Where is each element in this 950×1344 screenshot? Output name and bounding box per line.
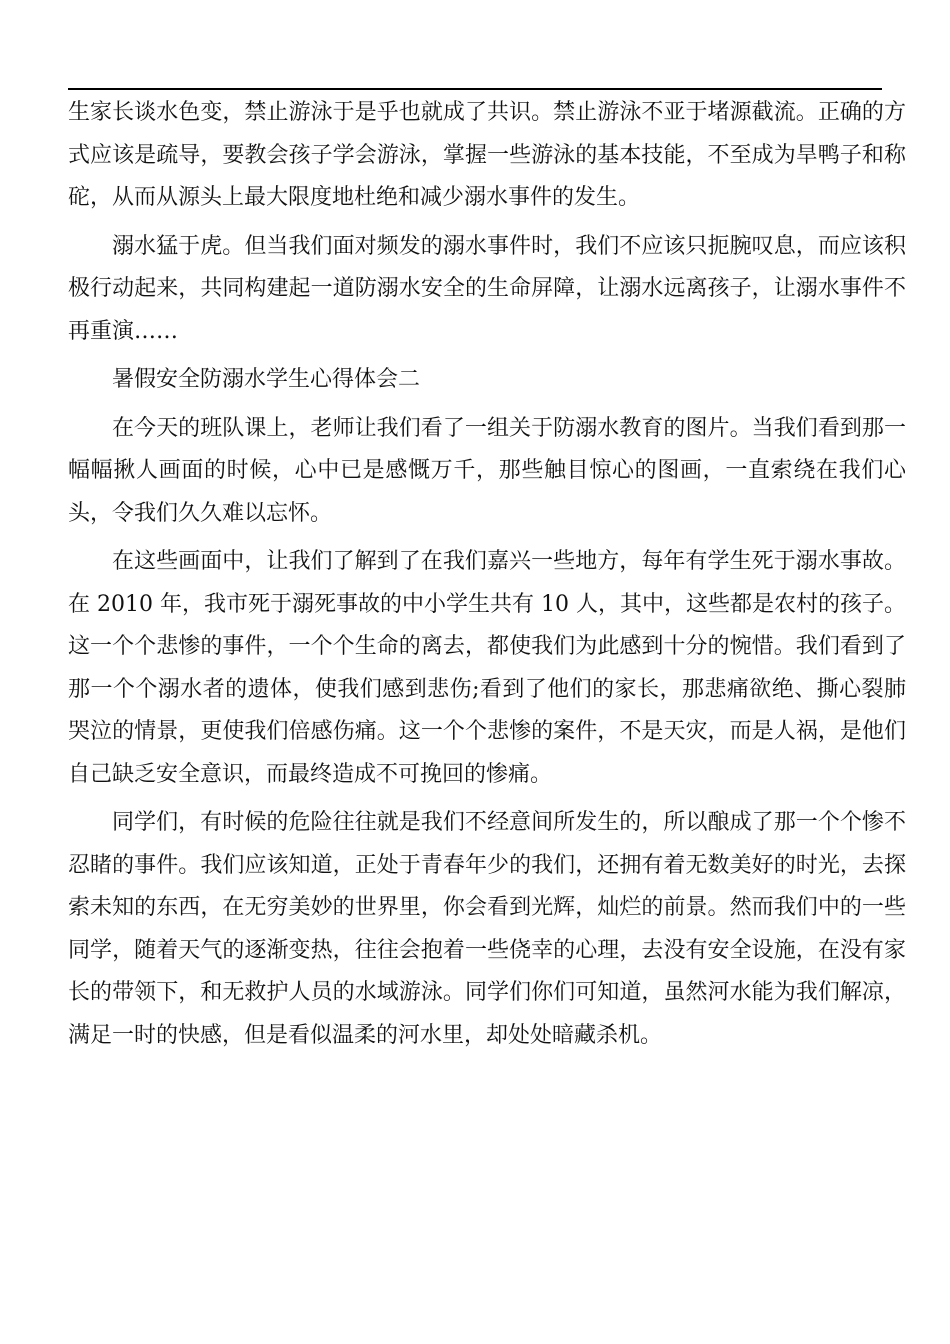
paragraph: 溺水猛于虎。但当我们面对频发的溺水事件时，我们不应该只扼腕叹息，而应该积极行动起来，共同构建起一道防溺水安全的生命屏障，让溺水远离孩子，让溺水事件不再重演…… <box>68 233 906 344</box>
section-title: 暑假安全防溺水学生心得体会二 <box>112 367 421 392</box>
paragraph-continuation: 生家长谈水色变，禁止游泳于是乎也就成了共识。禁止游泳不亚于堵源截流。正确的方式应该是疏导，要教会孩子学会游泳，掌握一些游泳的基本技能，不至成为旱鸭子和称砣，从而从源头上最大限度地杜绝和减少溺水事件的发生。 <box>68 100 906 210</box>
paragraph: 同学们，有时候的危险往往就是我们不经意间所发生的，所以酿成了那一个个惨不忍睹的事件。我们应该知道，正处于青春年少的我们，还拥有着无数美好的时光，去探索未知的东西，在无穷美妙的世界里，你会看到光辉，灿烂的前景。然而我们中的一些同学，随着天气的逐渐变热，往往会抱着一些侥幸的心理，去没有安全设施，在没有家长的带领下，和无救护人员的水域游泳。同学们你们可知道，虽然河水能为我们解凉，满足一时的快感，但是看似温柔的河水里，却处处暗藏杀机。 <box>68 810 906 1048</box>
header-rule <box>68 88 882 90</box>
paragraph: 在今天的班队课上，老师让我们看了一组关于防溺水教育的图片。当我们看到那一幅幅揪人画面的时候，心中已是感慨万千，那些触目惊心的图画，一直索绕在我们心头，令我们久久难以忘怀。 <box>68 415 906 526</box>
paragraph: 在这些画面中，让我们了解到了在我们嘉兴一些地方，每年有学生死于溺水事故。在 2010 年，我市死于溺死事故的中小学生共有 10 人，其中，这些都是农村的孩子。这一个个悲惨的事件，一个个生命的离去，都使我们为此感到十分的惋惜。我们看到了那一个个溺水者的遗体，使我们感到悲伤;看到了他们的家长，那悲痛欲绝、撕心裂肺哭泣的情景，更使我们倍感伤痛。这一个个悲惨的案件，不是天灾，而是人祸，是他们自己缺乏安全意识，而最终造成不可挽回的惨痛。 <box>68 549 906 787</box>
document-body <box>68 92 906 1063</box>
